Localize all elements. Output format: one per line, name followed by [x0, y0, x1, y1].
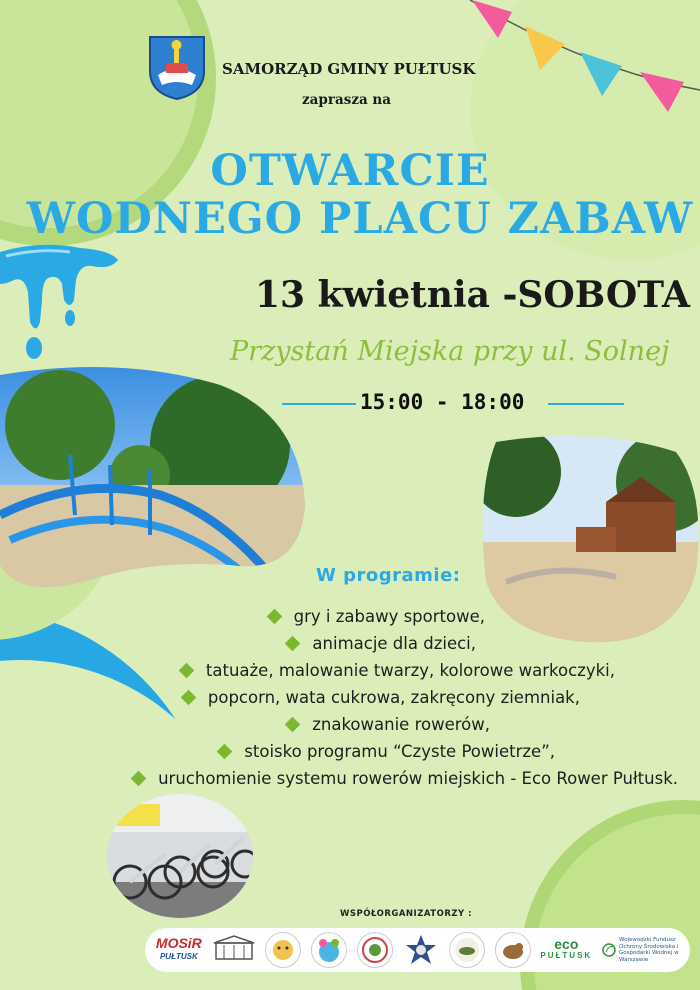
wfos-logo: [602, 937, 679, 963]
school-emblem-logo: [357, 932, 393, 968]
program-item-text: stoisko programu “Czyste Powietrze”,: [244, 742, 555, 761]
bullet-diamond-icon: [285, 717, 301, 733]
wfos-leaf-icon: [602, 943, 616, 957]
program-item: [133, 769, 678, 788]
event-time: 15:00 - 18:00: [360, 390, 525, 414]
bunting-flag-4: [640, 72, 684, 112]
program-item-text: znakowanie rowerów,: [312, 715, 490, 734]
event-date: 13 kwietnia -SOBOTA: [255, 274, 690, 316]
time-rule-right: [548, 403, 624, 405]
coat-of-arms-icon: [148, 35, 206, 101]
program-item-text: animacje dla dzieci,: [312, 634, 476, 653]
program-item: [287, 715, 490, 734]
mosir-logo-text: MOSiR: [155, 935, 202, 951]
eco-pultusk-logo: [540, 938, 592, 962]
title-line-1: OTWARCIE: [210, 146, 490, 196]
bunting-flag-2: [525, 26, 565, 70]
beaver-logo: [495, 932, 531, 968]
program-item: [287, 634, 476, 653]
mosir-logo: [156, 937, 202, 963]
police-logo: [403, 933, 439, 967]
program-item-text: gry i zabawy sportowe,: [293, 607, 485, 626]
wooden-playground-photo: [476, 432, 700, 650]
bullet-diamond-icon: [285, 636, 301, 652]
eco-logo-text: eco: [554, 936, 579, 952]
invite-text: zaprasza na: [302, 92, 391, 108]
bunting-flag-3: [580, 52, 622, 96]
bullet-diamond-icon: [266, 609, 282, 625]
mosir-logo-subtext: PUŁTUSK: [159, 952, 198, 961]
bunting-flag-1: [472, 0, 512, 38]
kindergarten-logo: [265, 932, 301, 968]
program-title: W programie:: [316, 565, 461, 586]
program-item: [269, 607, 485, 626]
bullet-diamond-icon: [179, 663, 195, 679]
children-globe-logo: [311, 932, 347, 968]
city-bikes-photo: [105, 792, 255, 920]
water-drip-graphic: [0, 240, 125, 370]
bullet-diamond-icon: [217, 744, 233, 760]
program-item: [219, 742, 555, 761]
bullet-diamond-icon: [131, 771, 147, 787]
event-place: Przystań Miejska przy ul. Solnej: [230, 336, 670, 367]
program-item-text: tatuaże, malowanie twarzy, kolorowe warkoczyki,: [205, 661, 615, 680]
coorganizers-logo-strip: [145, 928, 690, 972]
title-line-2: WODNEGO PLACU ZABAW: [26, 194, 694, 244]
anglers-club-logo: [449, 932, 485, 968]
wfos-logo-text: Wojewódzki Fundusz Ochrony Środowiska i Gospodarki Wodnej w Warszawie: [619, 937, 679, 963]
bunting-flags: [440, 0, 700, 120]
bullet-diamond-icon: [181, 690, 197, 706]
culture-center-logo: [212, 935, 256, 965]
program-item-text: uruchomienie systemu rowerów miejskich - Eco Rower Pułtusk.: [158, 769, 678, 788]
organizer-name: SAMORZĄD GMINY PUŁTUSK: [222, 60, 476, 78]
playground-photo: [0, 365, 310, 595]
program-item: [183, 688, 580, 707]
eco-logo-subtext: PUŁTUSK: [540, 951, 593, 960]
program-item: [181, 661, 615, 680]
program-item-text: popcorn, wata cukrowa, zakręcony ziemniak,: [207, 688, 580, 707]
coorganizers-label: WSPÓŁORGANIZATORZY :: [340, 909, 473, 919]
